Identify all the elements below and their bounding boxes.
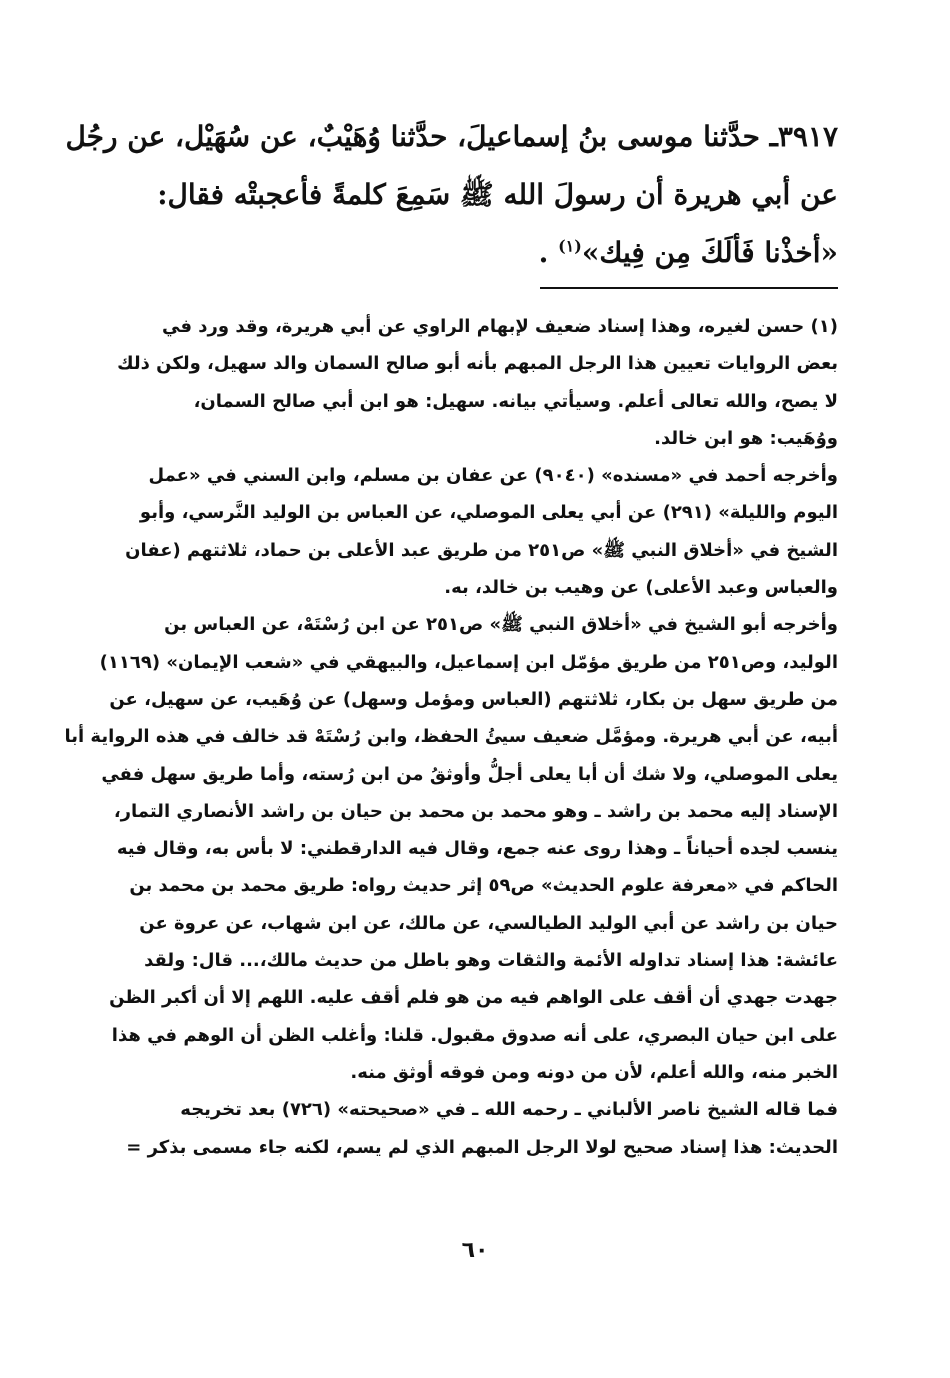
footnote-line: ووُهَيب: هو ابن خالد. (654, 427, 838, 449)
footnote-line: الحاكم في «معرفة علوم الحديث» ص٥٩ إثر حديث رواه: طريق محمد بن محمد بن (129, 875, 838, 897)
footnote-divider (540, 287, 838, 289)
footnote-line: لا يصح، والله تعالى أعلم. وسيأتي بيانه. سهيل: هو ابن أبي صالح السمان، (193, 390, 838, 412)
hadith-line-last (135, 224, 838, 282)
footnote-line: والعباس وعبد الأعلى) عن وهيب بن خالد، به. (444, 577, 838, 599)
footnote-line: الخبر منه، والله أعلم، لأن من دونه ومن فوقه أوثق منه. (350, 1061, 838, 1083)
hadith-quote: «أخذْنا فَألَكَ مِن فِيك» (581, 236, 838, 269)
footnote-reference: (١) (558, 236, 582, 256)
footnote-line: بعض الروايات تعيين هذا الرجل المبهم بأنه أبو صالح السمان والد سهيل، ولكن ذلك (117, 353, 838, 375)
footnote-line: وأخرجه أبو الشيخ في «أخلاق النبي ﷺ» ص٢٥١ عن ابن رُسْتَهْ، عن العباس بن (164, 614, 838, 636)
footnote-line: وأخرجه أحمد في «مسنده» (٩٠٤٠) عن عفان بن مسلم، وابن السني في «عمل (148, 465, 838, 487)
page-number: ٦٠ (461, 1238, 489, 1263)
footnote-line: (١) حسن لغيره، وهذا إسناد ضعيف لإبهام الراوي عن أبي هريرة، وقد ورد في (162, 316, 838, 337)
footnote-line: على ابن حيان البصري، على أنه صدوق مقبول. قلنا: وأغلب الظن أن الوهم في هذا (111, 1024, 838, 1046)
footnotes-section (64, 308, 838, 1166)
hadith-line: عن أبي هريرة أن رسولَ الله ﷺ سَمِعَ كلمةً فأعجبتْه فقال: (157, 178, 838, 211)
footnote-line: فما قاله الشيخ ناصر الألباني ـ رحمه الله ـ في «صحيحته» (٧٢٦) بعد تخريجه (180, 1099, 838, 1121)
footnote-line: الحديث: هذا إسناد صحيح لولا الرجل المبهم الذي لم يسم، لكنه جاء مسمى بذكر = (126, 1136, 838, 1158)
footnote-line: جهدت جهدي أن أقف على الواهم فيه من هو فلم أقف عليه. اللهم إلا أن أكبر الظن (109, 987, 838, 1009)
footnote-line: حيان بن راشد عن أبي الوليد الطيالسي، عن مالك، عن ابن شهاب، عن عروة عن (139, 912, 838, 934)
footnote-line: عائشة: هذا إسناد تداوله الأئمة والثقات وهو باطل من حديث مالك،... قال: ولقد (144, 950, 838, 972)
hadith-line: ٣٩١٧ـ حدَّثنا موسى بنُ إسماعيلَ، حدَّثنا وُهَيْبٌ، عن سُهَيْل، عن رجُل (65, 120, 838, 153)
footnote-line: من طريق سهل بن بكار، ثلاثتهم (العباس ومؤمل وسهل) عن وُهَيب، عن سهيل، عن (109, 688, 838, 710)
footnote-line: اليوم والليلة» (٢٩١) عن أبي يعلى الموصلي، عن العباس بن الوليد النَّرسي، وأبو (139, 502, 838, 524)
footnote-line: الوليد، وص٢٥١ من طريق مؤمّل ابن إسماعيل، والبيهقي في «شعب الإيمان» (١١٦٩) (99, 651, 838, 673)
footnote-line: الشيخ في «أخلاق النبي ﷺ» ص٢٥١ من طريق عبد الأعلى بن حماد، ثلاثتهم (عفان (125, 539, 838, 561)
footnote-line: الإسناد إليه محمد بن راشد ـ وهو محمد بن محمد بن حيان بن راشد الأنصاري التمار، (113, 800, 838, 822)
hadith-text (65, 108, 838, 282)
hadith-end-period: . (538, 236, 549, 269)
footnote-line: يعلى الموصلي، ولا شك أن أبا يعلى أجلُّ وأوثقُ من ابن رُسته، وأما طريق سهل ففي (101, 763, 838, 785)
footnote-line: أبيه، عن أبي هريرة. ومؤمَّل ضعيف سيئُ الحفظ، وابن رُسْتَهْ قد خالف في هذه الرواية أبا (64, 726, 838, 748)
footnote-line: ينسب لجده أحياناً ـ وهذا روى عنه جمع، وقال فيه الدارقطني: لا بأس به، وقال فيه (116, 838, 838, 860)
